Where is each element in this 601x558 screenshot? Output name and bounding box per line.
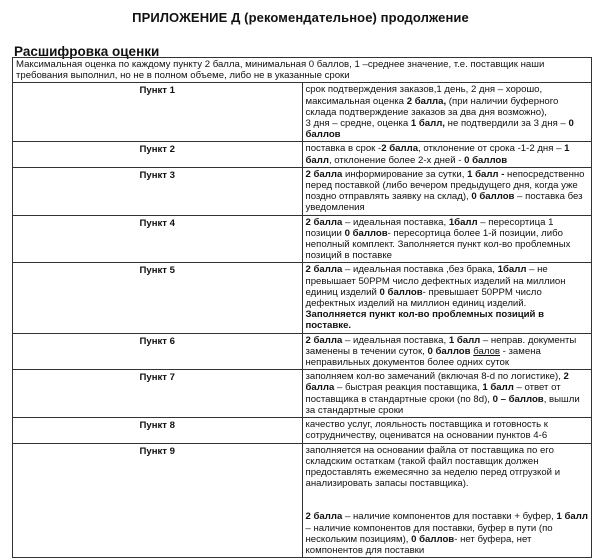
table-row <box>13 142 592 167</box>
table-row <box>13 370 592 418</box>
table-row <box>13 83 592 142</box>
row-label: Пункт 1 <box>13 83 303 142</box>
section-title: Расшифровка оценки <box>14 44 160 59</box>
row-label: Пункт 2 <box>13 142 303 167</box>
row-text: 2 балла – идеальная поставка, 1 балл – неправ. документы заменены в течении суток, 0 баллов балов - замена неправильных документов более одних суток <box>302 333 592 370</box>
row-text: качество услуг, лояльность поставщика и готовность к сотрудничеству, оцениватся на основании пунктов 4-6 <box>302 418 592 443</box>
page-title: ПРИЛОЖЕНИЕ Д (рекомендательное) продолжение <box>132 10 469 25</box>
row-text: 2 балла – идеальная поставка ,без брака, 1балл – не превышает 50PPM число дефектных изделий на миллион единиц изделий 0 баллов- превышает 50PPM число дефектных изделий на миллион единиц изделий. Заполняется пункт кол-во проблемных позиций в поставке. <box>302 263 592 333</box>
row-label: Пункт 5 <box>13 263 303 333</box>
table-row <box>13 263 592 333</box>
row-label: Пункт 9 <box>13 443 303 558</box>
row-label: Пункт 7 <box>13 370 303 418</box>
score-table <box>12 57 592 558</box>
table-row <box>13 418 592 443</box>
intro-cell: Максимальная оценка по каждому пункту 2 балла, минимальная 0 баллов, 1 –среднее значение, т.е. поставщик наши требования выполнил, но не в полном объеме, либо не в указанные сроки <box>13 58 592 83</box>
table-row <box>13 443 592 558</box>
table-row <box>13 215 592 263</box>
intro-row <box>13 58 592 83</box>
row-label: Пункт 8 <box>13 418 303 443</box>
row-text: заполняется на основании файла от поставщика по его складским остаткам (такой файл поставщик должен предоставлять ежемесячно за неделю перед отгрузкой и анализировать запасы поставщика). 2 балла – наличие компонентов для поставки + буфер, 1 балл – наличие компонентов для поставки, буфер в пути (по нескольким позициям), 0 баллов- нет буфера, нет компонентов для поставки <box>302 443 592 558</box>
row-label: Пункт 6 <box>13 333 303 370</box>
row-text: 2 балла информирование за сутки, 1 балл - непосредственно перед поставкой (либо вечером предыдущего дня, когда уже поздно отправлять заявку на склад), 0 баллов – поставка без уведомления <box>302 167 592 215</box>
row-text: поставка в срок -2 балла, отклонение от срока -1-2 дня – 1 балл, отклонение более 2-х дней - 0 баллов <box>302 142 592 167</box>
row-text: заполняем кол-во замечаний (включая 8-d по логистике), 2 балла – быстрая реакция поставщика, 1 балл – ответ от поставщика в стандартные сроки (по 8d), 0 – баллов, вышли за стандартные сроки <box>302 370 592 418</box>
table-row <box>13 333 592 370</box>
table-row <box>13 167 592 215</box>
row-label: Пункт 3 <box>13 167 303 215</box>
row-text: срок подтверждения заказов,1 день, 2 дня – хорошо, максимальная оценка 2 балла, (при наличии буферного склада подтверждение заказов за два дня возможно), 3 дня – средне, оценка 1 балл, не подтвердили за 3 дня – 0 баллов <box>302 83 592 142</box>
row-label: Пункт 4 <box>13 215 303 263</box>
row-text: 2 балла – идеальная поставка, 1балл – пересортица 1 позиции 0 баллов- пересортица более 1-й позиции, либо неполный комплект. Заполняется пункт кол-во проблемных позиций в поставке <box>302 215 592 263</box>
